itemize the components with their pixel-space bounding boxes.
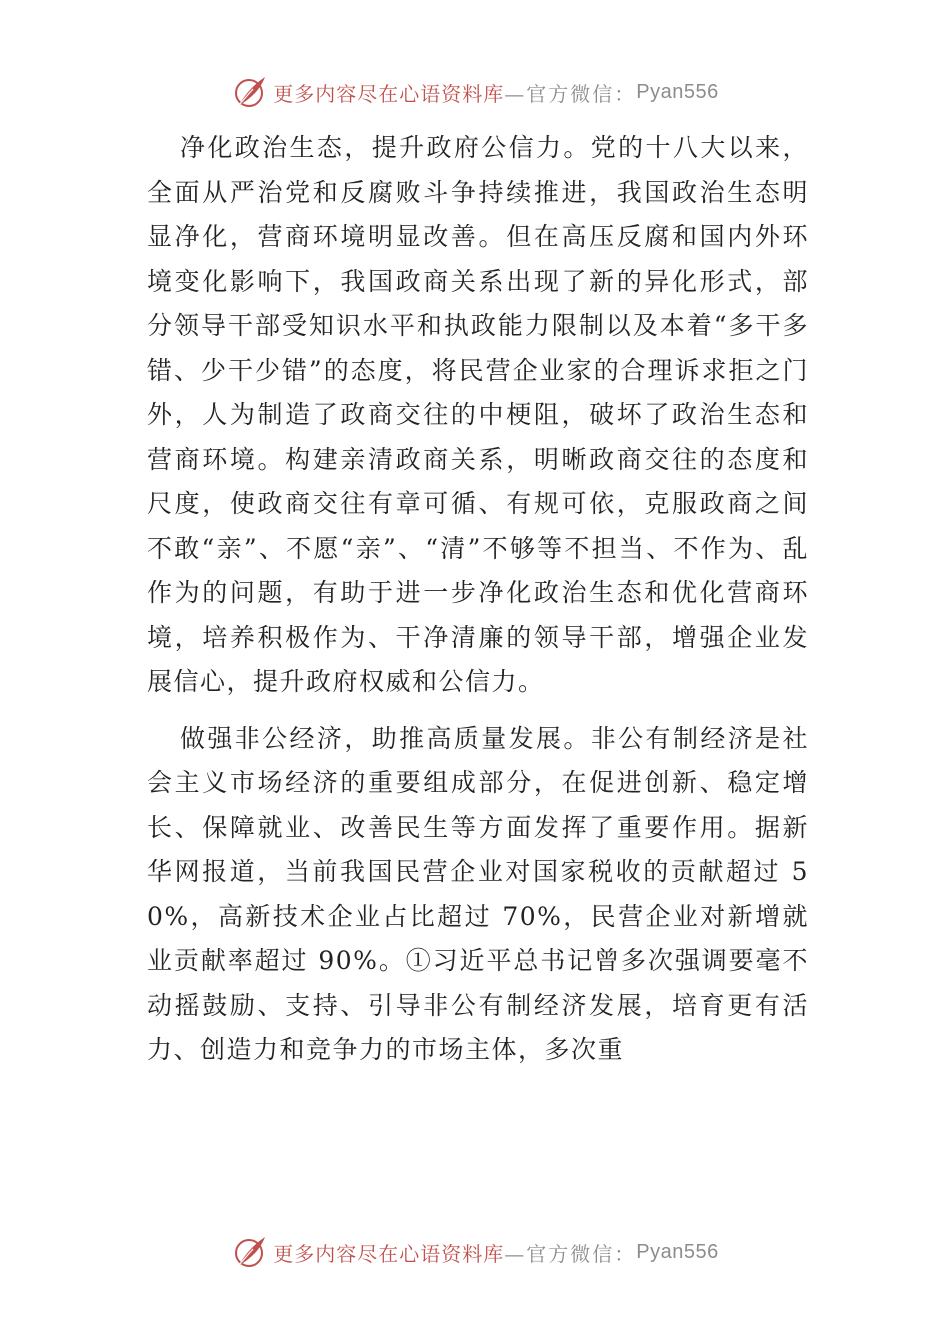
header-banner — [0, 70, 950, 114]
footer-wechat-label: —官方微信： — [504, 1241, 637, 1266]
quill-feather-icon — [231, 1233, 269, 1271]
document-body — [147, 126, 809, 1073]
footer-banner — [0, 1230, 950, 1274]
footer-wechat-id: Pyan556 — [636, 1240, 719, 1263]
header-wechat-label: —官方微信： — [504, 81, 637, 106]
paragraph-non-public-economy: 做强非公经济，助推高质量发展。非公有制经济是社会主义市场经济的重要组成部分，在促进创新、稳定增长、保障就业、改善民生等方面发挥了重要作用。据新华网报道，当前我国民营企业对国家税收的贡献超过 50%，高新技术企业占比超过 70%，民营企业对新增就业贡献率超过 90%。①习近平总书记曾多次强调要毫不动摇鼓励、支持、引导非公有制经济发展，培育更有活力、创造力和竞争力的市场主体，多次重 — [147, 723, 809, 1064]
header-brand-text: 更多内容尽在心语资料库 — [273, 81, 505, 106]
header-wechat-id: Pyan556 — [636, 80, 719, 103]
quill-feather-icon — [231, 73, 269, 111]
paragraph-political-ecology: 净化政治生态，提升政府公信力。党的十八大以来，全面从严治党和反腐败斗争持续推进，我国政治生态明显净化，营商环境明显改善。但在高压反腐和国内外环境变化影响下，我国政商关系出现了新的异化形式，部分领导干部受知识水平和执政能力限制以及本着“多干多错、少干少错”的态度，将民营企业家的合理诉求拒之门外，人为制造了政商交往的中梗阻，破坏了政治生态和营商环境。构建亲清政商关系，明晰政商交往的态度和尺度，使政商交往有章可循、有规可依，克服政商之间不敢“亲”、不愿“亲”、“清”不够等不担当、不作为、乱作为的问题，有助于进一步净化政治生态和优化营商环境，培养积极作为、干净清廉的领导干部，增强企业发展信心，提升政府权威和公信力。 — [147, 133, 809, 696]
footer-brand-text: 更多内容尽在心语资料库 — [273, 1241, 505, 1266]
